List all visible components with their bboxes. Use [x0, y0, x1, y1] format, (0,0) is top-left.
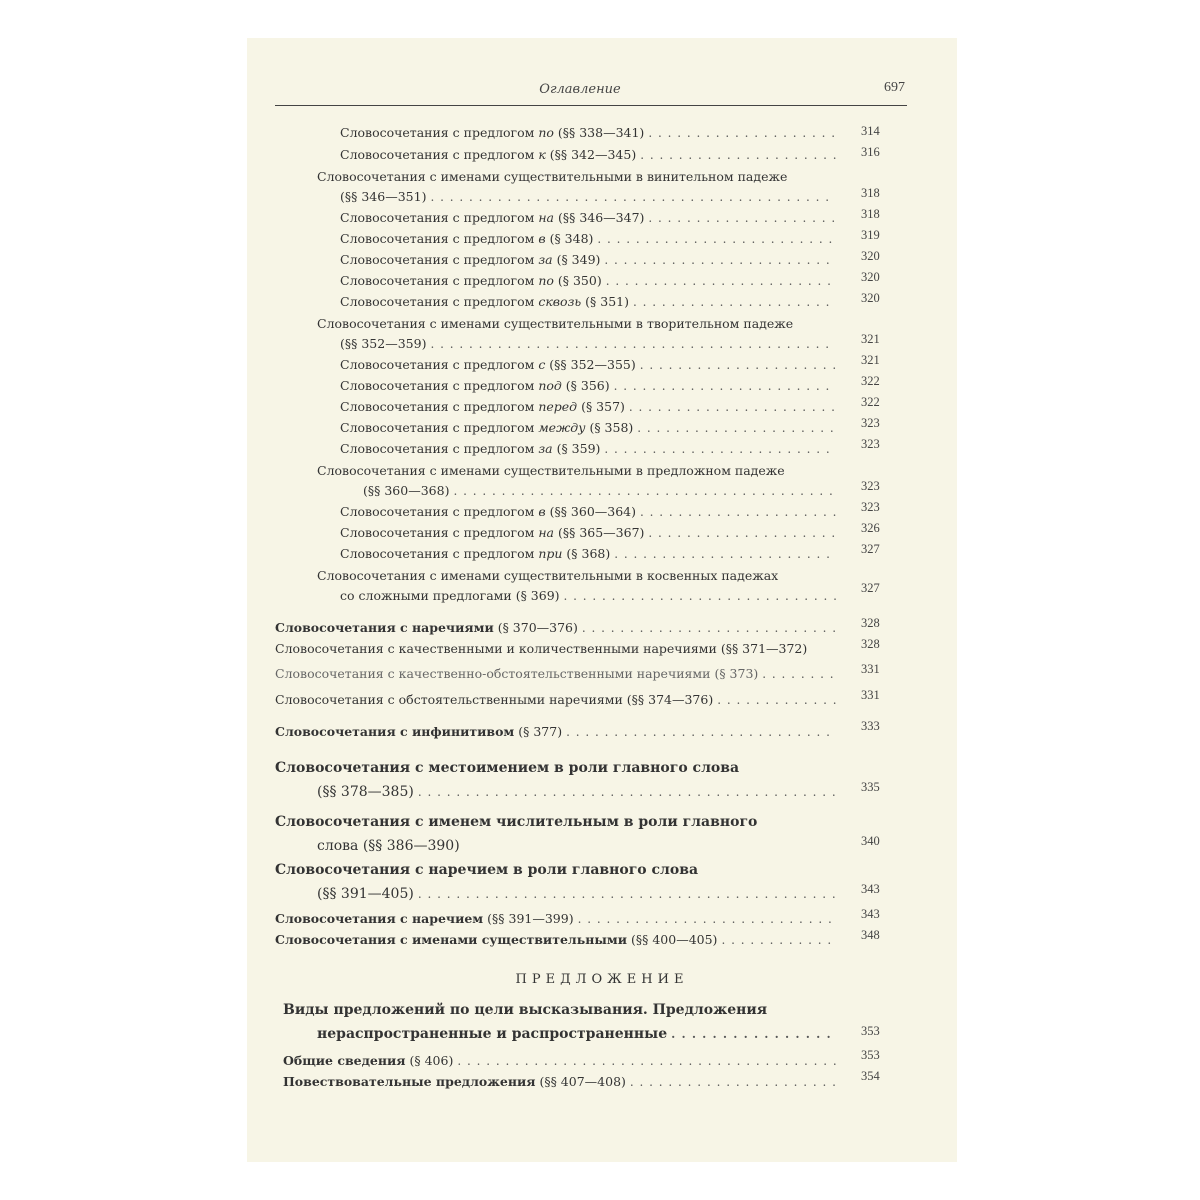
toc-entry: Словосочетания с предлогом при (§ 368) . . .	[340, 546, 840, 561]
toc-entry: Словосочетания с именами существительными в винительном падеже	[317, 169, 788, 184]
toc-page-number: 318	[861, 207, 880, 221]
toc-entry: Словосочетания с предлогом на (§§ 365—367) . . .	[340, 525, 840, 540]
toc-entry: Словосочетания с предлогом сквозь (§ 351) . . .	[340, 294, 840, 309]
toc-page-number: 348	[861, 928, 880, 942]
toc-page-number: 335	[861, 780, 880, 794]
toc-entry: Словосочетания с предлогом по (§ 350) . . .	[340, 273, 840, 288]
toc-page-number: 327	[861, 581, 880, 595]
table-of-contents	[247, 38, 957, 1162]
toc-entry: Словосочетания с наречиями (§ 370—376) . . .	[275, 620, 840, 635]
toc-entry: Словосочетания с предлогом в (§ 348) . . .	[340, 231, 840, 246]
toc-heading-continuation: нераспространенные и распространенные . . .	[317, 1026, 840, 1042]
toc-entry-continuation: (§§ 346—351) . . .	[340, 189, 840, 204]
toc-page-number: 353	[861, 1048, 880, 1062]
toc-heading: Словосочетания с местоимением в роли главного слова	[275, 760, 740, 776]
toc-page-number: 340	[861, 834, 880, 848]
toc-page-number: 328	[861, 616, 880, 630]
toc-page-number: 320	[861, 270, 880, 284]
toc-entry: Словосочетания с качественно-обстоятельственными наречиями (§ 373) . . .	[275, 666, 840, 681]
toc-page-number: 316	[861, 145, 880, 159]
toc-entry: Повествовательные предложения (§§ 407—408) . . .	[283, 1074, 840, 1089]
toc-entry: Словосочетания с предлогом на (§§ 346—347) . . .	[340, 210, 840, 225]
toc-page-number: 319	[861, 228, 880, 242]
toc-entry-continuation: (§§ 352—359) . . .	[340, 336, 840, 351]
toc-heading: Словосочетания с наречием в роли главного слова	[275, 862, 699, 878]
toc-page-number: 343	[861, 907, 880, 921]
toc-entry-continuation: со сложными предлогами (§ 369) . . .	[340, 588, 840, 603]
toc-entry: Словосочетания с обстоятельственными наречиями (§§ 374—376) . . .	[275, 692, 840, 707]
header-title: Оглавление	[539, 82, 621, 97]
toc-entry: Словосочетания с именами существительными (§§ 400—405) . . .	[275, 932, 840, 947]
toc-entry: Общие сведения (§ 406) . . .	[283, 1053, 840, 1068]
toc-entry: Словосочетания с предлогом за (§ 349) . . .	[340, 252, 840, 267]
toc-heading-continuation: (§§ 378—385) . . .	[317, 784, 840, 800]
header-page-number: 697	[884, 80, 905, 95]
toc-heading-continuation: слова (§§ 386—390)	[317, 838, 460, 854]
toc-page-number: 320	[861, 291, 880, 305]
toc-page-number: 343	[861, 882, 880, 896]
toc-entry: Словосочетания с инфинитивом (§ 377) . . .	[275, 724, 840, 739]
toc-page-number: 354	[861, 1069, 880, 1083]
toc-entry-continuation: (§§ 360—368) . . .	[363, 483, 840, 498]
toc-entry: Словосочетания с предлогом между (§ 358) . . .	[340, 420, 840, 435]
toc-heading: Виды предложений по цели высказывания. Предложения	[283, 1002, 768, 1018]
toc-page-number: 353	[861, 1024, 880, 1038]
book-page	[247, 38, 957, 1162]
toc-page-number: 321	[861, 353, 880, 367]
toc-page-number: 322	[861, 374, 880, 388]
toc-page-number: 327	[861, 542, 880, 556]
toc-page-number: 314	[861, 124, 880, 138]
toc-entry: Словосочетания с наречием (§§ 391—399) . . .	[275, 911, 840, 926]
toc-heading-continuation: (§§ 391—405) . . .	[317, 886, 840, 902]
toc-page-number: 328	[861, 637, 880, 651]
toc-page-number: 322	[861, 395, 880, 409]
toc-page-number: 323	[861, 500, 880, 514]
toc-page-number: 321	[861, 332, 880, 346]
toc-entry: Словосочетания с предлогом за (§ 359) . . .	[340, 441, 840, 456]
toc-page-number: 318	[861, 186, 880, 200]
toc-page-number: 333	[861, 719, 880, 733]
toc-page-number: 323	[861, 437, 880, 451]
toc-page-number: 331	[861, 688, 880, 702]
toc-page-number: 331	[861, 662, 880, 676]
toc-page-number: 323	[861, 416, 880, 430]
toc-page-number: 323	[861, 479, 880, 493]
toc-entry: Словосочетания с предлогом по (§§ 338—341) . . .	[340, 125, 840, 140]
toc-page-number: 326	[861, 521, 880, 535]
toc-entry: Словосочетания с предлогом с (§§ 352—355) . . .	[340, 357, 840, 372]
toc-entry: Словосочетания с именами существительными в творительном падеже	[317, 316, 794, 331]
toc-entry: Словосочетания с именами существительными в косвенных падежах	[317, 568, 779, 583]
toc-entry: Словосочетания с качественными и количественными наречиями (§§ 371—372)	[275, 641, 808, 656]
toc-page-number: 320	[861, 249, 880, 263]
section-title: ПРЕДЛОЖЕНИЕ	[515, 972, 689, 987]
toc-entry: Словосочетания с предлогом перед (§ 357) . . .	[340, 399, 840, 414]
toc-entry: Словосочетания с предлогом в (§§ 360—364) . . .	[340, 504, 840, 519]
toc-heading: Словосочетания с именем числительным в роли главного	[275, 814, 758, 830]
toc-entry: Словосочетания с предлогом под (§ 356) . . .	[340, 378, 840, 393]
toc-entry: Словосочетания с именами существительными в предложном падеже	[317, 463, 785, 478]
toc-entry: Словосочетания с предлогом к (§§ 342—345) . . .	[340, 147, 840, 162]
